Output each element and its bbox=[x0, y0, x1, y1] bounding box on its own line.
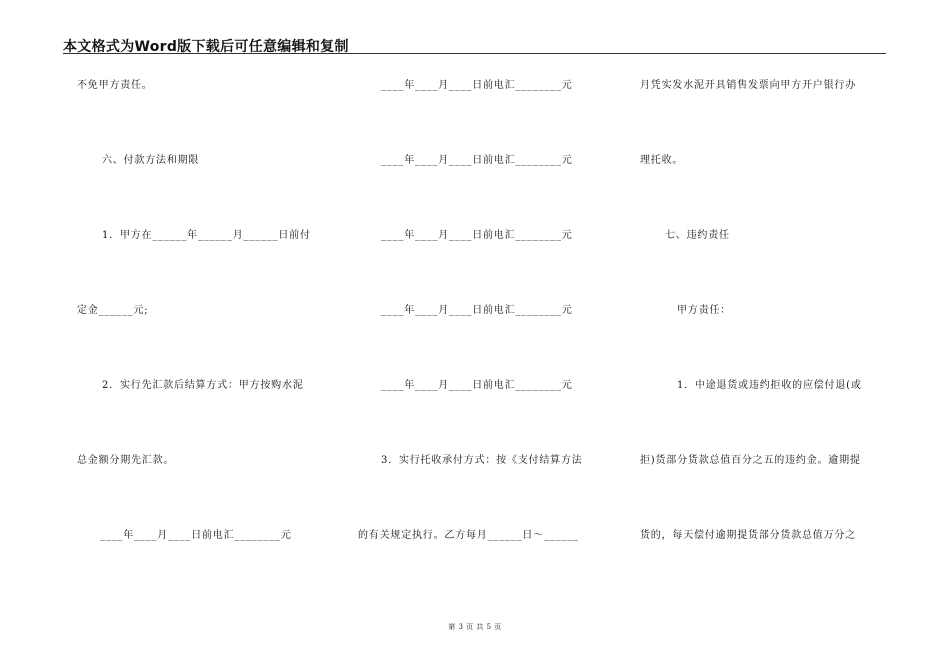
middle-line-2: ____年____月____日前电汇________元 bbox=[381, 155, 573, 166]
left-line-2: 六、付款方法和期限 bbox=[102, 155, 200, 166]
header-title: 本文格式为Word版下载后可任意编辑和复制 bbox=[63, 39, 349, 55]
page-header bbox=[63, 36, 886, 54]
right-line-6: 拒)货部分货款总值百分之五的违约金。逾期提 bbox=[640, 455, 861, 466]
middle-line-7: 的有关规定执行。乙方每月______日～______ bbox=[358, 530, 579, 541]
left-line-1: 不免甲方责任。 bbox=[77, 80, 153, 91]
left-line-4: 定金______元; bbox=[77, 305, 149, 316]
middle-line-1: ____年____月____日前电汇________元 bbox=[381, 80, 573, 91]
right-line-7: 货的，每天偿付逾期提货部分货款总值万分之 bbox=[640, 530, 856, 541]
left-line-5: 2．实行先汇款后结算方式：甲方按购水泥 bbox=[102, 380, 304, 391]
page-footer: 第 3 页 共 5 页 bbox=[448, 623, 502, 631]
middle-line-6: 3．实行托收承付方式：按《支付结算方法 bbox=[381, 455, 583, 466]
right-line-3: 七、违约责任 bbox=[665, 230, 730, 241]
right-line-2: 理托收。 bbox=[640, 155, 684, 166]
right-line-5: 1．中途退货或违约拒收的应偿付退(或 bbox=[677, 380, 862, 391]
left-line-7: ____年____月____日前电汇________元 bbox=[100, 530, 292, 541]
left-line-6: 总金额分期先汇款。 bbox=[77, 455, 175, 466]
middle-line-3: ____年____月____日前电汇________元 bbox=[381, 230, 573, 241]
right-line-1: 月凭实发水泥开具销售发票向甲方开户银行办 bbox=[640, 80, 856, 91]
middle-line-4: ____年____月____日前电汇________元 bbox=[381, 305, 573, 316]
right-line-4: 甲方责任： bbox=[677, 305, 731, 316]
middle-line-5: ____年____月____日前电汇________元 bbox=[381, 380, 573, 391]
left-line-3: 1．甲方在______年______月______日前付 bbox=[102, 230, 311, 241]
header-rule bbox=[63, 53, 886, 54]
